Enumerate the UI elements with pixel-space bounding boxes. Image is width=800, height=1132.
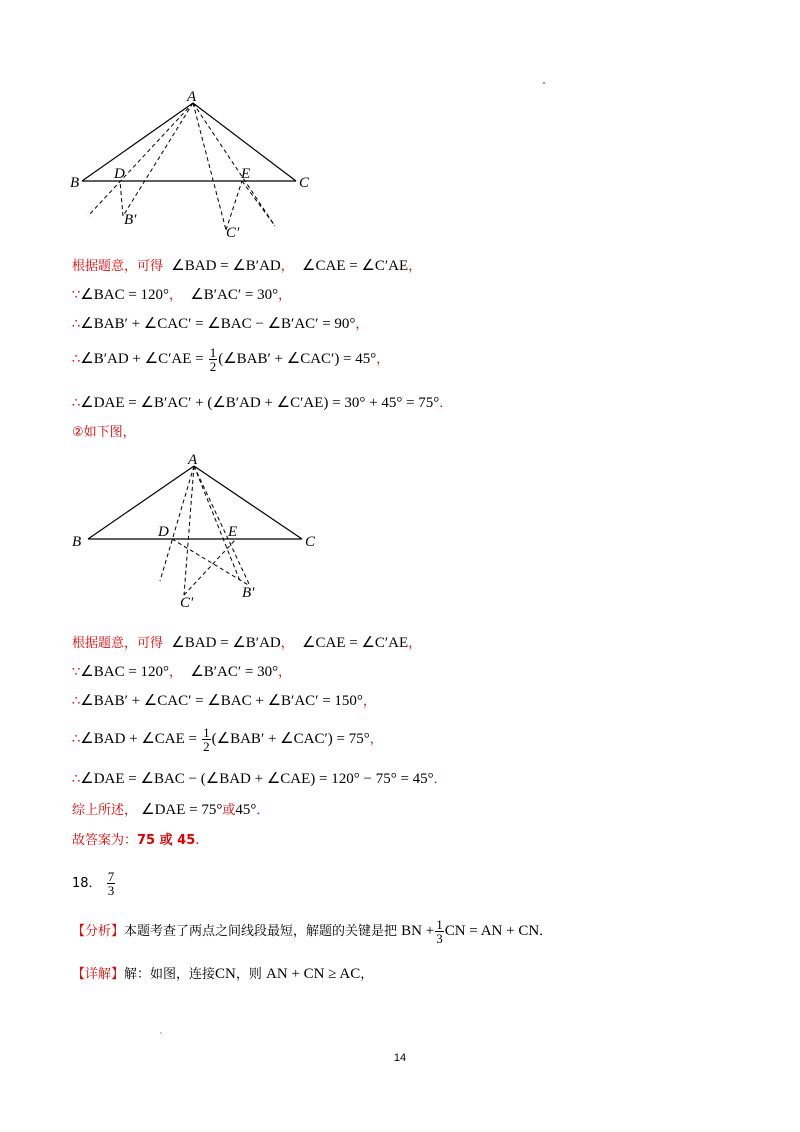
answer-label: 故答案为： [72, 833, 138, 848]
equation: (∠BAB′ + ∠CAC′) = 75° [211, 731, 370, 747]
equation: BN + [401, 923, 435, 939]
equation: ∠CAE = ∠C′AE [302, 258, 409, 274]
equation: ∠BAD = ∠B′AD [171, 635, 281, 651]
label-a: A [188, 452, 198, 468]
label-b: B [70, 175, 80, 191]
text: 或 [222, 803, 236, 818]
label-d: D [158, 524, 169, 540]
text: 综上所述， [72, 803, 138, 818]
p2-line-1: 根据题意，可得 ∠BAD = ∠B′AD， ∠CAE = ∠C′AE， [72, 635, 422, 651]
equation: ∠B′AC′ = 30° [190, 664, 279, 680]
analysis-tag: 【分析】 [72, 924, 125, 939]
summary-line: 综上所述， ∠DAE = 75°或45°． [72, 802, 270, 818]
text: ，则 [235, 967, 262, 982]
label-b-prime: B′ [124, 212, 137, 228]
equation: AN + CN ≥ AC [266, 966, 361, 982]
p1-line-2: ∵∠BAC = 120°， ∠B′AC′ = 30°， [72, 287, 292, 303]
equation: CN [215, 966, 236, 982]
question-number: 18． [72, 876, 102, 891]
label-b-prime: B′ [242, 585, 255, 601]
equation: ∠B′AD + ∠C′AE = [80, 351, 204, 367]
fraction: $\frac{1}{2}$ [203, 725, 210, 754]
equation: (∠BAB′ + ∠CAC′) = 45° [218, 351, 377, 367]
equation: ∠DAE = ∠B′AC′ + (∠B′AD + ∠C′AE) = 30° + 45° = 75° [80, 395, 440, 411]
p2-line-2: ∵∠BAC = 120°， ∠B′AC′ = 30°， [72, 664, 292, 680]
p2-line-4: ∴∠BAD + ∠CAE = $\frac{1}{2}$ (∠BAB′ + ∠CAC′) = 75°， [72, 725, 383, 754]
p2-line-3: ∴∠BAB′ + ∠CAC′ = ∠BAC + ∠B′AC′ = 150°， [72, 693, 376, 709]
label-b: B [72, 534, 82, 550]
equation: ∠DAE = ∠BAC − (∠BAD + ∠CAE) = 120° − 75° = 45° [80, 771, 434, 787]
equation: ∠BAB′ + ∠CAC′ = ∠BAC − ∠B′AC′ = 90° [80, 316, 356, 332]
label-c: C [305, 534, 316, 550]
text: 本题考查了两点之间线段最短，解题的关键是把 [124, 924, 398, 939]
equation: 45° [235, 802, 257, 818]
text: 根据题意，可得 [72, 259, 164, 274]
label-d: D [114, 166, 125, 182]
equation: ∠CAE = ∠C′AE [302, 635, 409, 651]
equation: ∠BAB′ + ∠CAC′ = ∠BAC + ∠B′AC′ = 150° [80, 693, 363, 709]
answer-value: 75 或 45 [137, 833, 196, 848]
equation: ∠BAD = ∠B′AD [171, 258, 281, 274]
p1-line-1: 根据题意，可得 ∠BAD = ∠B′AD， ∠CAE = ∠C′AE， [72, 258, 422, 274]
fraction: $\frac{1}{3}$ [436, 917, 443, 946]
equation: ∠BAD + ∠CAE = [80, 731, 198, 747]
fraction: $\frac{7}{3}$ [107, 869, 115, 898]
p1-line-4: ∴∠B′AD + ∠C′AE = $\frac{1}{2}$ (∠BAB′ + ∠CAC′) = 45°， [72, 345, 390, 374]
equation: CN = AN + CN [444, 923, 540, 939]
case-2-heading: ②如下图， [72, 425, 136, 440]
p1-line-5: ∴∠DAE = ∠B′AC′ + (∠B′AD + ∠C′AE) = 30° + 45° = 75°． [72, 395, 453, 411]
figure-2-svg [60, 453, 330, 613]
detail-line: 【详解】解：如图，连接CN，则 AN + CN ≥ AC， [72, 966, 374, 982]
text: 根据题意，可得 [72, 636, 164, 651]
fraction: $\frac{1}{2}$ [209, 345, 217, 374]
label-a: A [187, 89, 197, 105]
label-c-prime: C′ [226, 225, 240, 241]
scan-speck [543, 82, 545, 84]
figure-1-svg [60, 90, 330, 250]
equation: ∠B′AC′ = 30° [190, 287, 279, 303]
label-e: E [241, 166, 251, 182]
equation: ∠BAC = 120° [80, 664, 170, 680]
text: 解：如图，连接 [124, 967, 216, 982]
equation: ∠DAE = 75° [141, 802, 223, 818]
figure-1 [60, 90, 330, 250]
p1-line-3: ∴∠BAB′ + ∠CAC′ = ∠BAC − ∠B′AC′ = 90°， [72, 316, 369, 332]
label-e: E [228, 524, 238, 540]
scan-speck [160, 1032, 162, 1034]
p2-line-5: ∴∠DAE = ∠BAC − (∠BAD + ∠CAE) = 120° − 75° = 45°． [72, 771, 447, 787]
answer-line: 故答案为：75 或 45. [72, 833, 200, 848]
detail-tag: 【详解】 [72, 967, 125, 982]
question-18 [72, 869, 116, 898]
page-number: 14 [393, 1052, 407, 1064]
analysis-line: 【分析】本题考查了两点之间线段最短，解题的关键是把 BN + $\frac{1}{3}$ CN = AN + CN． [72, 917, 553, 946]
figure-2 [60, 453, 330, 613]
label-c-prime: C′ [180, 595, 194, 611]
equation: ∠BAC = 120° [80, 287, 170, 303]
label-c: C [299, 175, 310, 191]
